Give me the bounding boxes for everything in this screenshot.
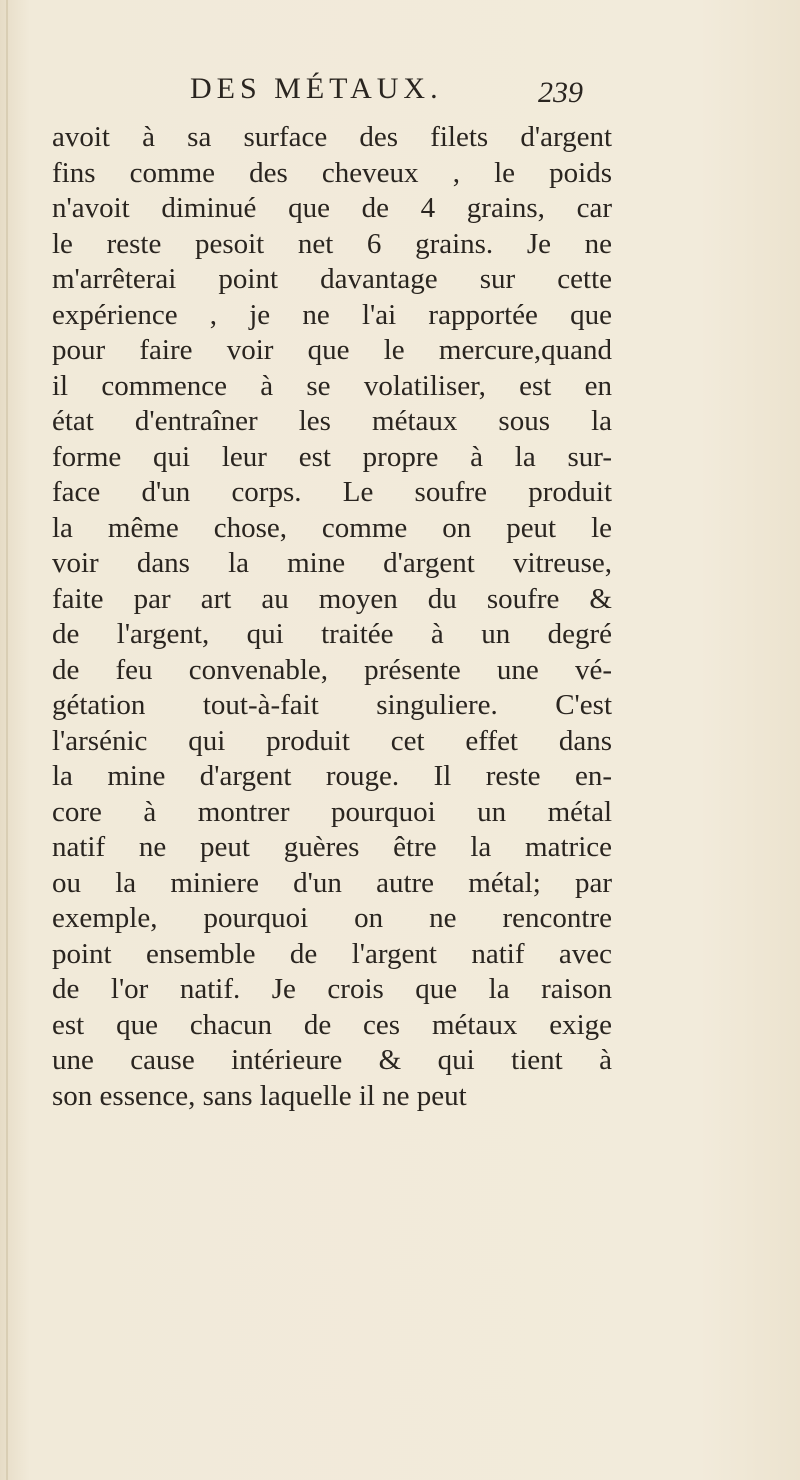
text-line: face d'un corps. Le soufre produit [52,476,612,508]
text-line: ou la miniere d'un autre métal; par [52,866,612,899]
text-line: la même chose, comme on peut le [52,511,612,544]
text-line: de l'argent, qui traitée à un degré [52,618,612,650]
text-line: expérience , je ne l'ai rapportée que [52,298,612,331]
text-line: core à montrer pourquoi un métal [52,795,612,828]
text-line: point ensemble de l'argent natif avec [52,937,612,970]
text-line: l'arsénic qui produit cet effet dans [52,724,612,757]
text-line: pour faire voir que le mercure,quand [52,334,612,366]
text-line: forme qui leur est propre à la sur- [52,440,612,473]
text-line: fins comme des cheveux , le poids [52,156,612,189]
text-line: voir dans la mine d'argent vitreuse, [52,547,612,579]
text-line: son essence, sans laquelle il ne peut [52,1079,467,1112]
body-text [52,120,612,1114]
text-line: de feu convenable, présente une vé- [52,653,612,686]
text-line: avoit à sa surface des filets d'argent [52,121,612,153]
text-line: de l'or natif. Je crois que la raison [52,973,612,1005]
text-line: état d'entraîner les métaux sous la [52,405,612,437]
text-line: faite par art au moyen du soufre & [52,582,612,615]
page-number: 239 [538,76,583,109]
page-gutter [6,0,8,1480]
text-line: la mine d'argent rouge. Il reste en- [52,760,612,792]
running-head: DES MÉTAUX. [190,72,443,105]
page-header [170,72,610,112]
text-line: exemple, pourquoi on ne rencontre [52,902,612,934]
text-line: m'arrêterai point davantage sur cette [52,263,612,295]
text-line: n'avoit diminué que de 4 grains, car [52,192,612,224]
text-line: il commence à se volatiliser, est en [52,369,612,402]
text-line: est que chacun de ces métaux exige [52,1008,612,1041]
text-line: une cause intérieure & qui tient à [52,1044,612,1076]
text-line: gétation tout-à-fait singuliere. C'est [52,689,612,721]
text-line: natif ne peut guères être la matrice [52,831,612,863]
text-line: le reste pesoit net 6 grains. Je ne [52,227,612,260]
